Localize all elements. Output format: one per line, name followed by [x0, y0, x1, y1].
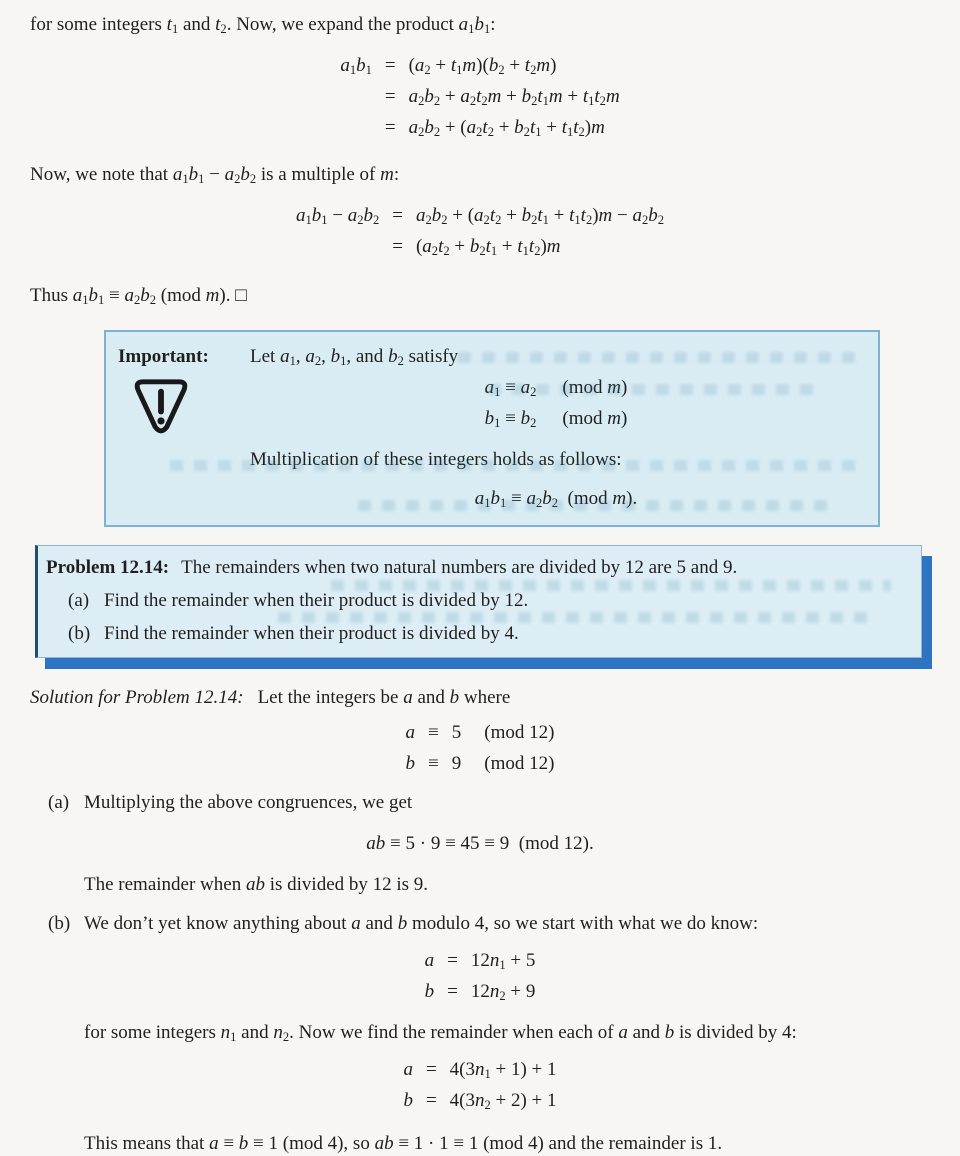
equation-rhs: $(a_2 + t_1m)(b_2 + t_2m)$ [408, 55, 557, 77]
equals-sign: = [447, 950, 458, 971]
problem-part-b [68, 621, 907, 646]
equation-lhs: a [405, 722, 416, 743]
congruence-sign: ≡ [428, 753, 439, 774]
part-label: (b) [48, 913, 71, 934]
congruence: $b_1 \equiv b_2$ [484, 408, 537, 430]
mod-annotation: (mod 12) [484, 753, 555, 774]
equation-block-expand-product [340, 53, 619, 140]
part-label: (a) [48, 792, 70, 813]
equals-sign: = [384, 117, 396, 138]
equals-sign: = [384, 86, 396, 107]
important-middle-text: Multiplication of these integers holds as follows: [250, 449, 622, 470]
solution-lead [30, 685, 930, 710]
equation-lhs: b [424, 981, 435, 1002]
important-conclusion-equation: $a_1b_1 \equiv a_2b_2$ (mod m). [474, 488, 638, 510]
equation-value: 9 [451, 753, 462, 774]
warning-icon [134, 377, 244, 444]
solution-lead-text: Let the integers be a and b where [257, 687, 511, 708]
problem-part-a [68, 588, 907, 613]
equals-sign: = [392, 236, 403, 257]
intro-paragraph: for some integers $t_1$ and $t_2$. Now, we expand the product $a_1b_1$: [30, 14, 496, 36]
mod-annotation: (mod 12) [484, 722, 555, 743]
problem-title [46, 555, 907, 580]
congruence: $a_1 \equiv a_2$ [484, 377, 537, 399]
important-box [104, 330, 880, 527]
equation-value: 5 [451, 722, 462, 743]
equation-rhs: $a_2b_2 + a_2t_2m + b_2t_1m + t_1t_2m$ [408, 86, 620, 108]
equation-rhs: $4(3n_2 + 2) + 1$ [449, 1090, 557, 1112]
important-content-column [250, 344, 862, 511]
important-label-column [118, 344, 244, 511]
important-intro: Let $a_1$, $a_2$, $b_1$, and $b_2$ satisfy [250, 346, 459, 368]
part-text: We don’t yet know anything about a and b modulo 4, so we start with what we do know: [84, 913, 759, 934]
congruence-list [485, 375, 628, 431]
mod-annotation: (mod m) [562, 408, 628, 429]
equation-lhs: b [403, 1090, 413, 1111]
equation-lhs: b [405, 753, 416, 774]
equation-rhs: $a_2b_2 + (a_2t_2 + b_2t_1 + t_1t_2)m - a_2b_2$ [415, 205, 665, 227]
part-label: (a) [68, 590, 90, 611]
equation-lhs: $a_1b_1$ [340, 55, 372, 77]
equals-sign: = [392, 205, 403, 226]
part-text: Multiplying the above congruences, we get [84, 792, 413, 813]
congruence-sign: ≡ [428, 722, 439, 743]
thus-paragraph: Thus $a_1b_1 \equiv a_2b_2$ (mod m). □ [30, 285, 247, 307]
solution-part-a [48, 790, 930, 815]
solution-label: Solution for Problem 12.14: [30, 687, 244, 708]
equals-sign: = [425, 1059, 437, 1080]
part-text: Find the remainder when their product is divided by 4. [104, 623, 519, 644]
mod-annotation: (mod m) [562, 377, 628, 398]
problem-number-label: Problem 12.14: [46, 557, 170, 578]
equation-lhs: $a_1b_1 - a_2b_2$ [295, 205, 380, 227]
equals-sign: = [425, 1090, 437, 1111]
equation-rhs: $(a_2t_2 + b_2t_1 + t_1t_2)m$ [415, 236, 561, 258]
equation-lhs: a [403, 1059, 413, 1080]
equals-sign: = [447, 981, 458, 1002]
part-text: Find the remainder when their product is divided by 12. [104, 590, 529, 611]
equation-rhs: $12n_1 + 5$ [470, 950, 536, 972]
equation-rhs: $a_2b_2 + (a_2t_2 + b_2t_1 + t_1t_2)m$ [408, 117, 605, 139]
equation-rhs: $4(3n_1 + 1) + 1$ [449, 1059, 557, 1081]
mod4-equations [403, 1057, 556, 1113]
part-a-result: The remainder when ab is divided by 12 is 9. [84, 874, 429, 895]
product-congruence-equation: ab ≡ 5 · 9 ≡ 45 ≡ 9 (mod 12). [366, 833, 594, 854]
note-paragraph: Now, we note that $a_1b_1 - a_2b_2$ is a multiple of m: [30, 164, 400, 186]
equation-lhs: a [424, 950, 435, 971]
given-congruences [406, 720, 555, 776]
equation-rhs: $12n_2 + 9$ [470, 981, 536, 1003]
conclusion-paragraph: This means that a ≡ b ≡ 1 (mod 4), so ab ≡ 1 · 1 ≡ 1 (mod 4) and the remainder is 1. [84, 1133, 723, 1154]
equation-block-multiple-of-m [296, 203, 664, 259]
part-label: (b) [68, 623, 91, 644]
part-b-middle-text: for some integers $n_1$ and $n_2$. Now we find the remainder when each of a and b is divided by 4: [84, 1022, 797, 1044]
solution-part-b [48, 911, 930, 936]
important-label: Important: [118, 346, 209, 367]
problem-statement: The remainders when two natural numbers are divided by 12 are 5 and 9. [181, 557, 738, 578]
problem-box [35, 545, 922, 658]
equals-sign: = [384, 55, 396, 76]
definition-equations [425, 948, 536, 1004]
